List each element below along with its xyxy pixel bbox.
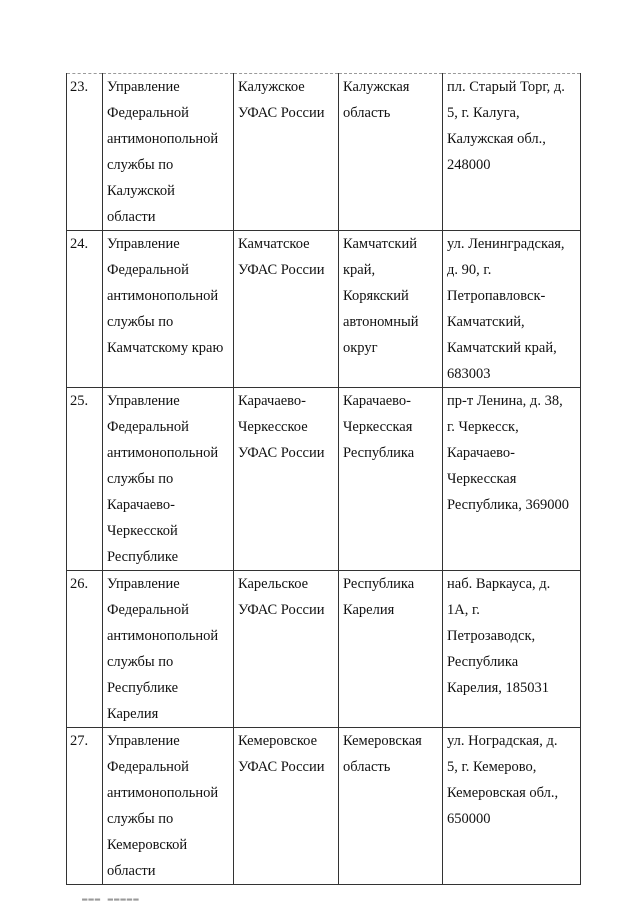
department-name-line: службы по [107,314,174,330]
department-name-cell [103,571,234,728]
office-line: Черкесское [238,419,308,435]
address-line: наб. Варкауса, д. [447,576,551,592]
region-line: Республика [343,445,415,461]
office-line: УФАС России [238,759,325,775]
address-line: Республика [447,654,519,670]
office-line: Карельское [238,576,309,592]
department-name-cell [103,74,234,231]
department-name-line: Управление [107,236,180,252]
table-row [67,388,581,571]
department-name-line: службы по [107,811,174,827]
department-name-line: Управление [107,79,180,95]
department-name-line: Федеральной [107,602,189,618]
table-row [67,728,581,885]
department-name-line: области [107,863,156,879]
faded-footer-code: ▬▬▬ ▬▬▬▬▬ [82,894,140,904]
region-cell [339,74,443,231]
department-name-line: антимонопольной [107,785,219,801]
address-line: 1А, г. [447,602,480,618]
address-line: ул. Ноградская, д. [447,733,558,749]
office-short-name-cell [234,74,339,231]
address-cell [443,728,581,885]
office-line: УФАС России [238,262,325,278]
address-line: Республика, 369000 [447,497,569,513]
region-cell [339,728,443,885]
address-line: пл. Старый Торг, д. [447,79,565,95]
address-line: Черкесская [447,471,517,487]
department-name-line: Камчатскому краю [107,340,224,356]
address-line: д. 90, г. [447,262,492,278]
region-line: Черкесская [343,419,413,435]
address-line: 5, г. Калуга, [447,105,520,121]
department-name-line: Черкесской [107,523,178,539]
office-short-name-cell [234,728,339,885]
address-line: 248000 [447,157,491,173]
address-line: 683003 [447,366,491,382]
address-cell [443,388,581,571]
address-line: Камчатский, [447,314,525,330]
address-line: Петрозаводск, [447,628,536,644]
department-name-cell [103,388,234,571]
department-name-line: Управление [107,733,180,749]
address-cell [443,571,581,728]
row-number: 25. [67,388,103,571]
address-cell [443,231,581,388]
table-body [67,74,581,885]
table-row [67,571,581,728]
table-row [67,74,581,231]
office-line: УФАС России [238,105,325,121]
department-name-line: Управление [107,576,180,592]
region-line: Республика [343,576,415,592]
address-line: г. Черкесск, [447,419,519,435]
department-name-line: Федеральной [107,105,189,121]
region-line: Корякский [343,288,409,304]
department-name-line: Кемеровской [107,837,188,853]
region-line: область [343,105,391,121]
address-line: 650000 [447,811,491,827]
region-line: Кемеровская [343,733,422,749]
address-line: Калужская обл., [447,131,546,147]
department-name-line: Республике [107,549,179,565]
region-line: Карелия [343,602,395,618]
office-line: Кемеровское [238,733,318,749]
department-name-cell [103,231,234,388]
department-name-line: службы по [107,471,174,487]
office-short-name-cell [234,571,339,728]
department-name-line: Федеральной [107,419,189,435]
office-short-name-cell [234,388,339,571]
row-number: 23. [67,74,103,231]
office-line: Калужское [238,79,305,95]
department-name-cell [103,728,234,885]
department-name-line: службы по [107,654,174,670]
address-line: ул. Ленинградская, [447,236,565,252]
region-line: округ [343,340,378,356]
office-line: Карачаево- [238,393,307,409]
address-line: 5, г. Кемерово, [447,759,537,775]
department-name-line: антимонопольной [107,131,219,147]
region-line: область [343,759,391,775]
address-line: Кемеровская обл., [447,785,559,801]
address-line: Карелия, 185031 [447,680,550,696]
department-name-line: антимонопольной [107,445,219,461]
department-name-line: Калужской [107,183,175,199]
region-line: Карачаево- [343,393,412,409]
department-name-line: Управление [107,393,180,409]
antimonopoly-offices-table [66,73,581,885]
office-short-name-cell [234,231,339,388]
department-name-line: области [107,209,156,225]
department-name-line: Республике [107,680,179,696]
office-line: УФАС России [238,602,325,618]
row-number: 26. [67,571,103,728]
department-name-line: Карелия [107,706,159,722]
region-cell [339,388,443,571]
region-line: Калужская [343,79,410,95]
region-line: автономный [343,314,419,330]
department-name-line: Федеральной [107,262,189,278]
department-name-line: антимонопольной [107,288,219,304]
office-line: УФАС России [238,445,325,461]
office-line: Камчатское [238,236,310,252]
department-name-line: Федеральной [107,759,189,775]
department-name-line: Карачаево- [107,497,176,513]
address-line: Карачаево- [447,445,516,461]
address-line: Петропавловск- [447,288,546,304]
region-line: край, [343,262,376,278]
region-cell [339,571,443,728]
row-number: 24. [67,231,103,388]
department-name-line: службы по [107,157,174,173]
table-row [67,231,581,388]
region-line: Камчатский [343,236,417,252]
row-number: 27. [67,728,103,885]
address-line: Камчатский край, [447,340,557,356]
region-cell [339,231,443,388]
address-line: пр-т Ленина, д. 38, [447,393,563,409]
department-name-line: антимонопольной [107,628,219,644]
address-cell [443,74,581,231]
